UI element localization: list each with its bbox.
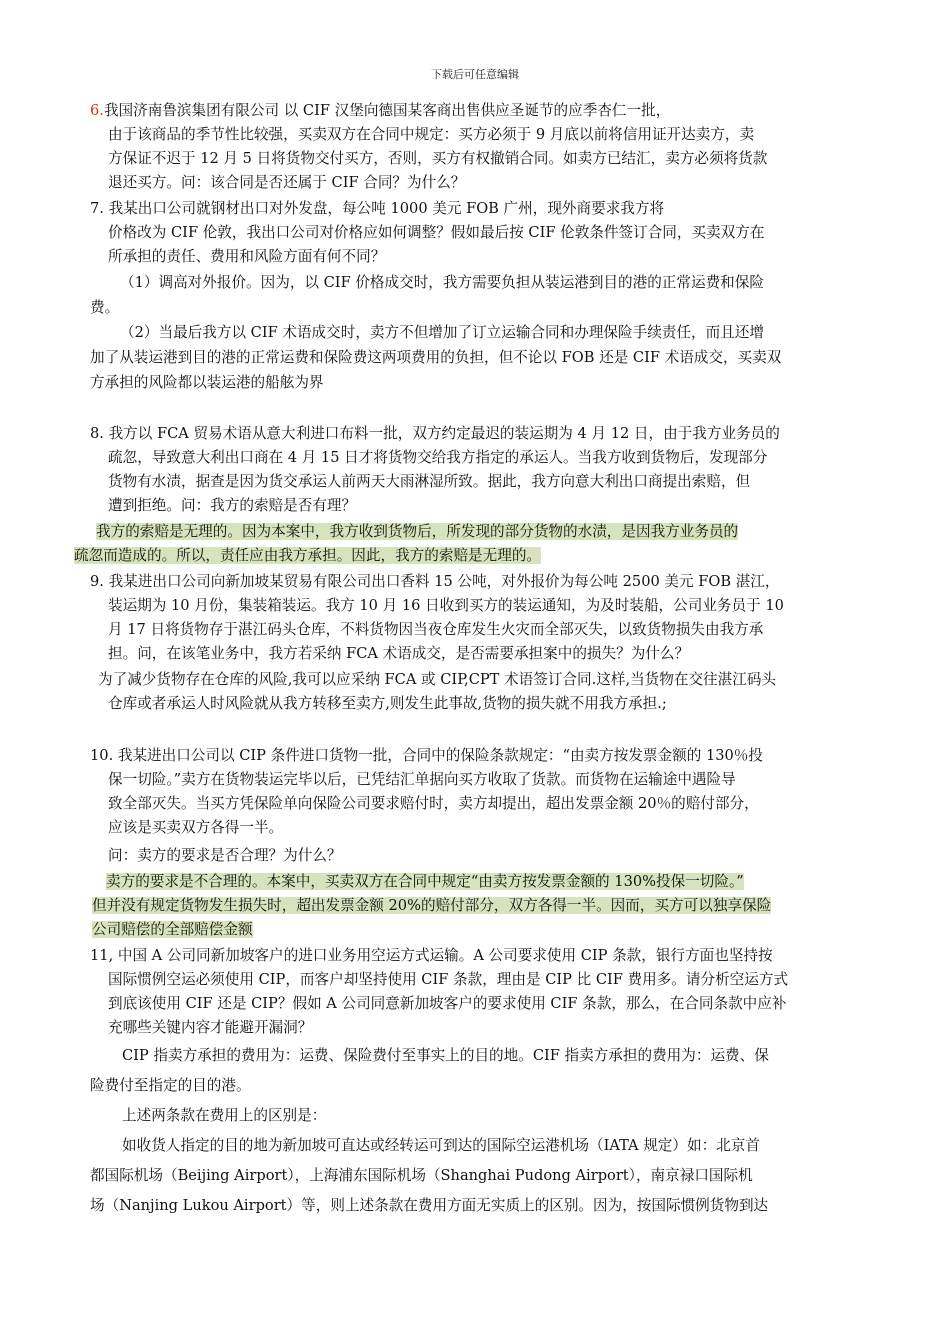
q11-answer-3: 上述两条款在费用上的区别是： bbox=[122, 1107, 327, 1124]
q11-line-4: 充哪些关键内容才能避开漏洞？ bbox=[108, 1019, 313, 1036]
q10-line-3: 致全部灭失。当买方凭保险单向保险公司要求赔付时，卖方却提出，超出发票金额 20％的赔付部分， bbox=[108, 795, 759, 812]
q6-line-3: 方保证不迟于 12 月 5 日将货物交付买方，否则，买方有权撤销合同。如卖方已结汇，卖方必须将货款 bbox=[108, 150, 768, 167]
q9-line-1: 9. 我某进出口公司向新加坡某贸易有限公司出口香料 15 公吨，对外报价为每公吨 2500 美元 FOB 湛江， bbox=[90, 573, 780, 590]
q11-line-1: 11, 中国 A 公司同新加坡客户的进口业务用空运方式运输。A 公司要求使用 CIP 条款，银行方面也坚持按 bbox=[90, 947, 773, 964]
q9-line-2: 装运期为 10 月份，集装箱装运。我方 10 月 16 日收到买方的装运通知，为及时装船，公司业务员于 10 bbox=[108, 597, 784, 614]
q9-answer-1: 为了减少货物存在仓库的风险,我可以应采纳 FCA 或 CIP,CPT 术语签订合同.这样,当货物在交往湛江码头 bbox=[98, 671, 777, 688]
page-header: 下载后可任意编辑 bbox=[431, 68, 519, 81]
q11-answer-5: 都国际机场（Beijing Airport），上海浦东国际机场（Shanghai Pudong Airport），南京禄口国际机 bbox=[90, 1167, 753, 1184]
q8-line-2: 疏忽，导致意大利出口商在 4 月 15 日才将货物交给我方指定的承运人。当我方收到货物后，发现部分 bbox=[108, 449, 768, 466]
q10-line-2: 保一切险。”卖方在货物装运完毕以后，已凭结汇单据向买方收取了货款。而货物在运输途中遇险导 bbox=[108, 771, 736, 788]
q10-line-1: 10. 我某进出口公司以 CIP 条件进口货物一批，合同中的保险条款规定：“由卖方按发票金额的 130％投 bbox=[90, 747, 763, 764]
q7-line-3: 所承担的责任、费用和风险方面有何不同？ bbox=[108, 248, 386, 265]
q10-answer-3 bbox=[92, 919, 253, 941]
q7-answer-1: （1）调高对外报价。因为，以 CIF 价格成交时，我方需要负担从装运港到目的港的正常运费和保险 bbox=[120, 274, 764, 291]
q8-answer-1 bbox=[96, 521, 738, 543]
q7-answer-4: 加了从装运港到目的港的正常运费和保险费这两项费用的负担，但不论以 FOB 还是 CIF 术语成交，买卖双 bbox=[90, 349, 782, 366]
q7-answer-5: 方承担的风险都以装运港的船舷为界 bbox=[90, 374, 324, 391]
q6-line-2: 由于该商品的季节性比较强，买卖双方在合同中规定：买方必须于 9 月底以前将信用证开达卖方，卖 bbox=[108, 126, 755, 143]
q11-line-3: 到底该使用 CIF 还是 CIP？假如 A 公司同意新加坡客户的要求使用 CIF 条款，那么，在合同条款中应补 bbox=[108, 995, 787, 1012]
q6-line-4: 退还买方。问：该合同是否还属于 CIF 合同？为什么？ bbox=[108, 174, 466, 191]
q10-answer-2 bbox=[92, 895, 771, 917]
q11-answer-4: 如收货人指定的目的地为新加坡可直达或经转运可到达的国际空运港机场（IATA 规定）如：北京首 bbox=[122, 1137, 760, 1154]
q11-answer-6: 场（Nanjing Lukou Airport）等，则上述条款在费用方面无实质上的区别。因为，按国际惯例货物到达 bbox=[90, 1197, 769, 1214]
q8-line-3: 货物有水渍，据查是因为货交承运人前两天大雨淋湿所致。据此，我方向意大利出口商提出索赔，但 bbox=[108, 473, 751, 490]
q8-answer-2-highlight: 疏忽而造成的。所以，责任应由我方承担。因此，我方的索赔是无理的。 bbox=[74, 547, 542, 564]
q9-line-3: 月 17 日将货物存于湛江码头仓库，不料货物因当夜仓库发生火灾而全部灭失，以致货物损失由我方承 bbox=[108, 621, 764, 638]
q9-answer-2: 仓库或者承运人时风险就从我方转移至卖方,则发生此事故,货物的损失就不用我方承担.; bbox=[108, 695, 667, 712]
q7-answer-3: （2）当最后我方以 CIF 术语成交时，卖方不但增加了订立运输合同和办理保险手续责任，而且还增 bbox=[120, 324, 764, 341]
q10-answer-2-highlight: 但并没有规定货物发生损失时，超出发票金额 20%的赔付部分，双方各得一半。因而，买方可以独享保险 bbox=[92, 897, 772, 914]
q6-number: 6. bbox=[90, 102, 104, 119]
q8-line-1: 8. 我方以 FCA 贸易术语从意大利进口布料一批，双方约定最迟的装运期为 4 月 12 日，由于我方业务员的 bbox=[90, 425, 780, 442]
q7-answer-2: 费。 bbox=[90, 299, 120, 316]
q9-line-4: 担。问，在该笔业务中，我方若采纳 FCA 术语成交，是否需要承担案中的损失？为什么？ bbox=[108, 645, 690, 662]
q7-line-1: 7. 我某出口公司就钢材出口对外发盘，每公吨 1000 美元 FOB 广州，现外商要求我方将 bbox=[90, 200, 665, 217]
q10-line-4: 应该是买卖双方各得一半。 bbox=[108, 819, 284, 836]
q6-line-1: 6.我国济南鲁滨集团有限公司 以 CIF 汉堡向德国某客商出售供应圣诞节的应季杏仁一批， bbox=[90, 102, 671, 119]
q8-answer-1-highlight: 我方的索赔是无理的。因为本案中，我方收到货物后，所发现的部分货物的水渍，是因我方业务员的 bbox=[96, 523, 739, 540]
q10-answer-3-highlight: 公司赔偿的全部赔偿金额 bbox=[92, 921, 253, 938]
q10-line-5: 问：卖方的要求是否合理？为什么？ bbox=[108, 847, 342, 864]
q10-answer-1 bbox=[106, 871, 744, 893]
q8-line-4: 遭到拒绝。问：我方的索赔是否有理？ bbox=[108, 497, 357, 514]
q11-answer-1: CIP 指卖方承担的费用为：运费、保险费付至事实上的目的地。CIF 指卖方承担的费用为：运费、保 bbox=[122, 1047, 769, 1064]
q7-line-2: 价格改为 CIF 伦敦，我出口公司对价格应如何调整？假如最后按 CIF 伦敦条件签订合同，买卖双方在 bbox=[108, 224, 765, 241]
q11-answer-2: 险费付至指定的目的港。 bbox=[90, 1077, 251, 1094]
q10-answer-1-highlight: 卖方的要求是不合理的。本案中，买卖双方在合同中规定“由卖方按发票金额的 130%投保一切险。” bbox=[106, 873, 744, 890]
q11-line-2: 国际惯例空运必须使用 CIP，而客户却坚持使用 CIF 条款，理由是 CIP 比 CIF 费用多。请分析空运方式 bbox=[108, 971, 789, 988]
q8-answer-2 bbox=[74, 545, 541, 567]
